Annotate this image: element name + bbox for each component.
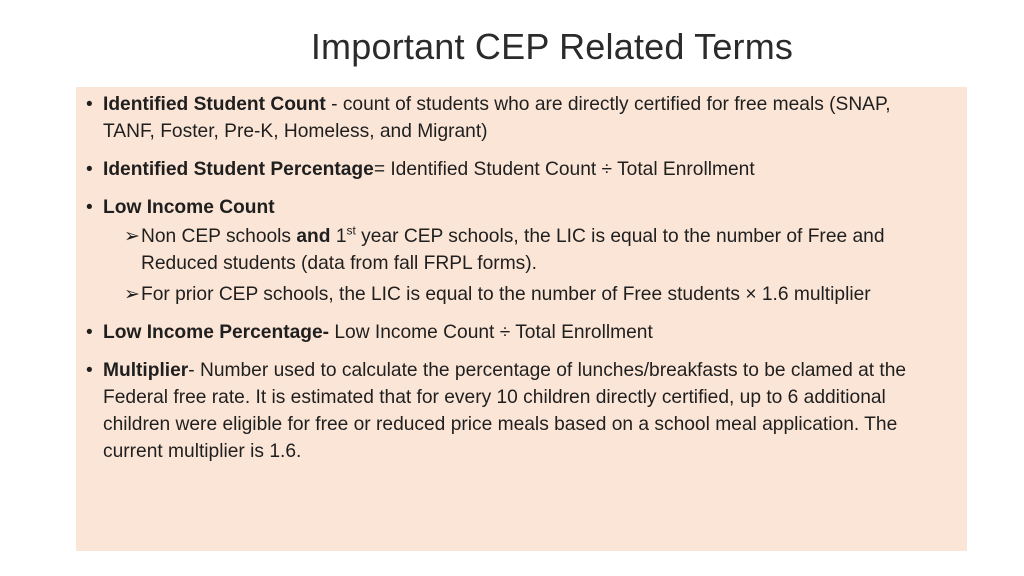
sub-list: [103, 223, 947, 308]
term-item-multiplier: [86, 357, 947, 465]
sub-text-mid: 1: [330, 226, 347, 247]
term-label: Identified Student Percentage: [103, 159, 374, 180]
term-description: - Number used to calculate the percentage of lunches/breakfasts to be clamed at the Federal free rate. It is estimated that for every 10 children directly certified, up to 6 additional children were eligible for free or reduced price meals based on a school meal application. The current multiplier is 1.6.: [103, 360, 907, 462]
term-description: - count of students who are directly certified for free meals (SNAP, TANF, Foster, Pre-K, Homeless, and Migrant): [103, 94, 891, 142]
term-label: Low Income Count: [103, 197, 275, 218]
content-box: [76, 87, 967, 551]
bullet-marker: •: [86, 360, 93, 381]
term-label: Identified Student Count: [103, 94, 326, 115]
arrow-bullet-icon: ➢: [124, 226, 141, 247]
term-list: [86, 91, 947, 465]
slide-title: Important CEP Related Terms: [310, 26, 794, 67]
term-item-identified-student-count: [86, 91, 947, 145]
sub-text-before: Non CEP schools: [141, 226, 297, 247]
bullet-marker: •: [86, 322, 93, 343]
term-description: = Identified Student Count ÷ Total Enrollment: [373, 159, 755, 180]
bullet-marker: •: [86, 94, 93, 115]
term-description: Low Income Count ÷ Total Enrollment: [329, 322, 653, 343]
bullet-marker: •: [86, 197, 93, 218]
sub-text: For prior CEP schools, the LIC is equal to the number of Free students × 1.6 multiplier: [141, 284, 871, 305]
term-item-identified-student-percentage: [86, 156, 947, 183]
bullet-marker: •: [86, 159, 93, 180]
term-item-low-income-percentage: [86, 319, 947, 346]
sub-text-bold: and: [296, 226, 331, 247]
term-label: Multiplier: [103, 360, 189, 381]
arrow-bullet-icon: ➢: [124, 284, 141, 305]
sub-text-after: year CEP schools, the LIC is equal to the number of Free and Reduced students (data from fall FRPL forms).: [141, 226, 885, 274]
sub-item-prior-cep-schools: [103, 281, 947, 308]
ordinal-suffix: st: [346, 223, 356, 238]
term-label: Low Income Percentage-: [103, 322, 330, 343]
term-item-low-income-count: [86, 194, 947, 308]
sub-item-non-cep-schools: [103, 223, 947, 277]
